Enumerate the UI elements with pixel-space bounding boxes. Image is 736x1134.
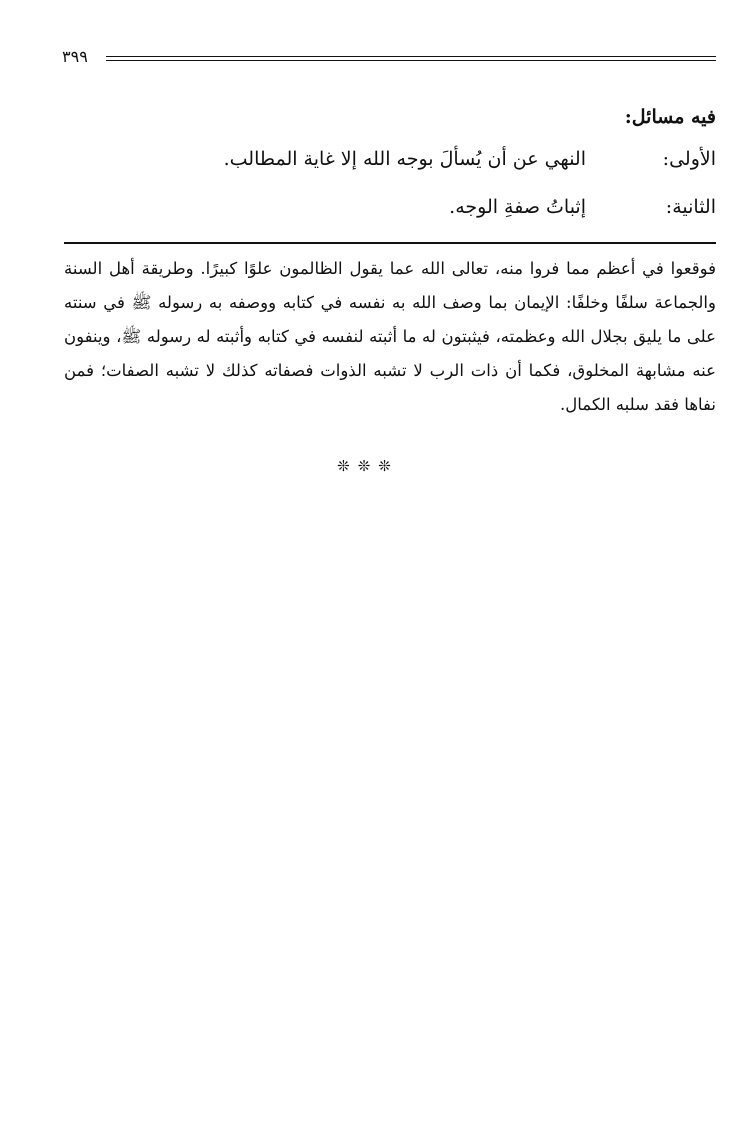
issue-row-second xyxy=(62,190,716,238)
issue-text-second: إثباتُ صفةِ الوجه. xyxy=(449,196,586,218)
page-number: ٣٩٩ xyxy=(62,47,88,66)
footnote-rule xyxy=(64,242,716,244)
page-header xyxy=(62,46,716,70)
issues-heading: فيه مسائل: xyxy=(624,106,716,128)
issue-row-first xyxy=(62,142,716,190)
footnote-text: فوقعوا في أعظم مما فروا منه، تعالى الله عما يقول الظالمون علوًا كبيرًا. وطريقة أهل السنة والجماعة سلفًا وخلفًا: الإيمان بما وصف الله به نفسه في كتابه ووصفه به رسوله ﷺ في سنته على ما يليق بجلال الله وعظمته، فيثبتون له ما أثبته لنفسه في كتابه وأثبته له رسوله ﷺ، وينفون عنه مشابهة المخلوق، فكما أن ذات الرب لا تشبه الذوات فصفاته كذلك لا تشبه الصفات؛ فمن نفاها فقد سلبه الكمال. xyxy=(64,259,716,414)
issue-text-first: النهي عن أن يُسألَ بوجه الله إلا غاية المطالب. xyxy=(223,148,586,170)
issues-section xyxy=(62,100,716,238)
section-separator: ❊❊❊ xyxy=(337,457,399,475)
issue-label-second: الثانية: xyxy=(665,196,716,218)
header-double-rule xyxy=(106,56,716,61)
issue-label-first: الأولى: xyxy=(662,148,716,170)
